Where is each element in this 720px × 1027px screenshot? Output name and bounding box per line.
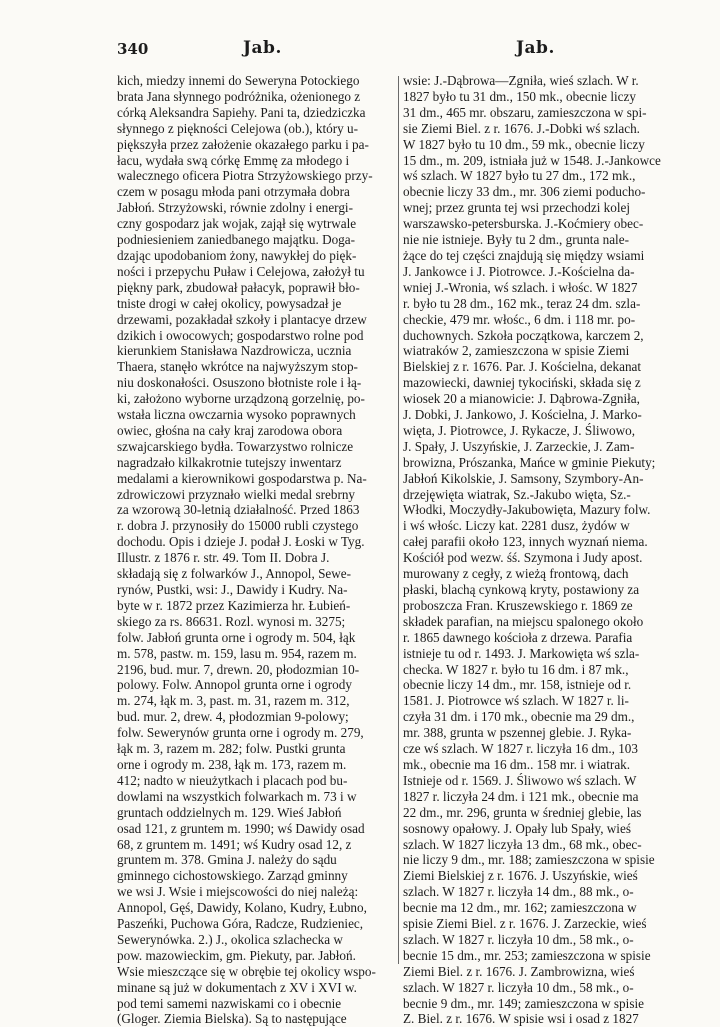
- text-line: więta, J. Piotrowce, J. Rykacze, J. Śliwowo,: [403, 422, 636, 438]
- text-line: 2196, bud. mur. 7, drewn. 20, płodozmian 10-: [117, 661, 360, 677]
- text-line: becnie ma 12 dm., mr. 162; zamieszczona w: [403, 900, 637, 916]
- text-line: murowany z cegły, z wieżą frontową, dach: [403, 566, 629, 582]
- text-line: wś szlach. W 1827 było tu 27 dm., 172 mk.,: [403, 168, 636, 184]
- text-line: minane są już w dokumentach z XV i XVI w.: [117, 979, 357, 995]
- text-line: sosnowy opałowy. J. Opały lub Spały, wieś: [403, 820, 631, 836]
- text-line: łacu, wydała swą córkę Emmę za młodego i: [117, 152, 350, 168]
- text-line: szlach. W 1827 liczyła 13 dm., 68 mk., obec-: [403, 836, 642, 852]
- text-line: r. dobra J. przynosiły do 15000 rubli czystego: [117, 518, 359, 534]
- text-line: W 1827 było tu 10 dm., 59 mk., obecnie liczy: [403, 136, 645, 152]
- text-line: proboszcza Fran. Kruszewskiego r. 1869 ze: [403, 597, 633, 613]
- text-line: podniesieniem zaniedbanego majątku. Doga-: [117, 232, 356, 248]
- text-line: i wś włośc. Liczy kat. 2281 dusz, żydów w: [403, 518, 630, 534]
- text-line: dzikich i owocowych; gospodarstwo rolne pod: [117, 327, 364, 343]
- text-line: obecnie liczy 33 dm., mr. 306 ziemi poducho-: [403, 184, 646, 200]
- column-divider: [398, 76, 399, 964]
- text-line: całej parafii około 123, innych wyznań niema.: [403, 534, 648, 550]
- text-line: Annopol, Gęś, Dawidy, Kolano, Kudry, Łubno,: [117, 900, 367, 916]
- text-line: folw. Sewerynów grunta orne i ogrody m. 279,: [117, 725, 364, 741]
- text-line: piększyła przez założenie okazałego parku i pa-: [117, 136, 369, 152]
- text-column-left: [117, 73, 394, 1027]
- text-line: dzając upodobaniom żony, nawykłej do pięk-: [117, 247, 357, 263]
- text-line: 1827 r. liczyła 24 dm. i 121 mk., obecnie ma: [403, 788, 639, 804]
- text-line: wiosek 20 a mianowicie: J. Dąbrowa-Zgniła,: [403, 391, 640, 407]
- text-line: osad 121, z gruntem m. 1990; wś Dawidy osad: [117, 820, 365, 836]
- text-line: wiatraków 2, zamieszczona w spisie Ziemi: [403, 343, 630, 359]
- text-line: gruntem m. 378. Gmina J. należy do sądu: [117, 852, 337, 868]
- text-line: wniej J.-Wronia, wś szlach. i włośc. W 1827: [403, 279, 638, 295]
- text-line: czyła 31 dm. i 170 mk., obecnie ma 29 dm.,: [403, 709, 635, 725]
- text-line: szlach. W 1827 r. liczyła 10 dm., 58 mk., o-: [403, 979, 634, 995]
- text-line: gminnego cichostowskiego. Zarząd gminny: [117, 868, 348, 884]
- text-line: pod temi samemi nazwiskami co i obecnie: [117, 995, 342, 1011]
- text-line: mk., obecnie ma 16 dm.. 158 mr. i wiatrak.: [403, 756, 631, 772]
- text-line: Jabłoń Kikolskie, J. Samsony, Szymbory-An-: [403, 470, 644, 486]
- text-line: 22 dm., mr. 296, grunta w średniej glebie, las: [403, 804, 642, 820]
- text-line: warszawsko-petersburska. J.-Koćmiery obec-: [403, 216, 644, 232]
- text-line: córką Aleksandra Sapiehy. Pani ta, dziedziczka: [117, 104, 366, 120]
- text-line: m. 578, pastw. m. 159, lasu m. 954, razem m.: [117, 645, 357, 661]
- text-line: rynów, Pustki, wsi: J., Dawidy i Kudry. Na-: [117, 582, 348, 597]
- text-line: żące do tej części znajdują się między wsiami: [403, 247, 645, 263]
- text-line: piękny park, zbudował pałacyk, poprawił bło-: [117, 279, 360, 295]
- text-line: szlach. W 1827 r. liczyła 10 dm., 58 mk., o-: [403, 931, 634, 947]
- text-line: J. Dobki, J. Jankowo, J. Kościelna, J. Marko-: [403, 407, 642, 423]
- text-line: Thaera, stanęło wkrótce na najwyższym stop-: [117, 359, 358, 375]
- text-line: drzejęwięta wiatrak, Sz.-Jakubo więta, Sz.-: [403, 486, 631, 502]
- text-line: płaski, blachą cynkową kryty, postawiony za: [403, 582, 640, 597]
- text-line: gruntach oddzielnych m. 129. Wieś Jabłoń: [117, 804, 342, 820]
- text-line: (Gloger. Ziemia Bielska). Są to następujące: [117, 1011, 347, 1027]
- text-line: becnie 15 dm., mr. 253; zamieszczona w spisie: [403, 947, 651, 963]
- text-line: spisie Ziemi Biel. z r. 1676. J. Zarzeckie, wieś: [403, 916, 647, 932]
- text-line: we wsi J. Wsie i miejscowości do niej należą:: [117, 884, 359, 900]
- text-line: Paszeńki, Puchowa Góra, Radcze, Rudzieniec,: [117, 916, 364, 932]
- text-line: skiego za rs. 86631. Rozl. wynosi m. 3275;: [117, 613, 346, 629]
- text-line: kierunkiem Stanisława Nazdrowicza, ucznia: [117, 343, 352, 359]
- text-line: 15 dm., m. 209, istniała już w 1548. J.-Jankowce: [403, 152, 661, 168]
- text-line: nagradzało kilkakrotnie tutejszy inwentarz: [117, 454, 342, 470]
- text-line: łąk m. 3, razem m. 282; folw. Pustki grunta: [117, 741, 346, 757]
- text-line: czny gospodarz jak wojak, zajął się wytrwale: [117, 216, 357, 232]
- text-line: kich, miedzy innemi do Seweryna Potockiego: [117, 73, 360, 88]
- text-line: wsie: J.-Dąbrowa—Zgniła, wieś szlach. W r.: [403, 73, 639, 88]
- text-line: tniste drogi w całej okolicy, powysadzał je: [117, 295, 342, 311]
- text-line: niu doskonałości. Osuszono błotniste role i łą-: [117, 375, 362, 391]
- text-line: ki, założono wyborne urządzoną gorzelnię, po-: [117, 391, 365, 407]
- text-line: Włodki, Moczydły-Jakubowięta, Mazury folw.: [403, 502, 651, 518]
- text-line: Bielskiej z r. 1676. Par. J. Kościelna, dekanat: [403, 359, 642, 375]
- text-line: Ziemi Bielskiej z r. 1676. J. Uszyńskie, wieś: [403, 868, 638, 884]
- text-line: browizna, Prószanka, Mańce w gminie Piekuty;: [403, 454, 656, 470]
- text-line: Illustr. z 1876 r. str. 49. Tom II. Dobra J.: [117, 550, 330, 566]
- running-head-right: Jab.: [516, 38, 555, 58]
- text-line: checka. W 1827 r. było tu 16 dm. i 87 mk.,: [403, 661, 629, 677]
- text-line: szlach. W 1827 r. liczyła 14 dm., 88 mk., o-: [403, 884, 634, 900]
- text-line: mr. 388, grunta w pszennej glebie. J. Ryka-: [403, 725, 632, 741]
- text-line: nie liczy 9 dm., mr. 188; zamieszczona w spisie: [403, 852, 655, 868]
- text-line: 68, z gruntem m. 1491; wś Kudry osad 12, z: [117, 836, 352, 852]
- text-line: obecnie liczy 14 dm., mr. 158, istnieje od r.: [403, 677, 632, 693]
- text-line: cze wś szlach. W 1827 r. liczyła 16 dm., 103: [403, 741, 638, 757]
- text-line: Z. Biel. z r. 1676. W spisie wsi i osad z 1827: [403, 1011, 639, 1027]
- text-line: Wsie mieszczące się w obrębie tej okolicy wspo-: [117, 963, 376, 979]
- text-line: Sewerynówka. 2.) J., okolica szlachecka w: [117, 931, 343, 947]
- text-line: bud. mur. 2, drew. 4, płodozmian 9-polowy;: [117, 709, 349, 725]
- text-line: folw. Jabłoń grunta orne i ogrody m. 504, łąk: [117, 629, 356, 645]
- text-line: czem w posagu młoda pani otrzymała dobra: [117, 184, 350, 200]
- text-line: J. Jankowce i J. Piotrowce. J.-Kościelna da-: [403, 263, 635, 279]
- text-line: szwajcarskiego bydła. Towarzystwo rolnicze: [117, 438, 354, 454]
- text-line: medalami a kierownikowi gospodarstwa p. Na-: [117, 470, 367, 486]
- text-line: r. 1865 dawnego kościoła z drzewa. Parafia: [403, 629, 633, 645]
- text-line: pow. mazowieckim, gm. Piekuty, par. Jabłoń.: [117, 947, 356, 963]
- text-line: nie nie istnieje. Były tu 2 dm., grunta nale-: [403, 232, 629, 248]
- text-line: 31 dm., 465 mr. obszaru, zamieszczona w spi-: [403, 104, 647, 120]
- text-line: mazowiecki, dawniej tykociński, składa się z: [403, 375, 641, 391]
- text-line: za wzorową 30-letnią działalność. Przed 1863: [117, 502, 360, 518]
- text-line: 1827 było tu 31 dm., 150 mk., obecnie liczy: [403, 88, 636, 104]
- text-line: byte w r. 1872 przez Kazimierza hr. Łubień-: [117, 597, 351, 613]
- text-line: owiec, głośna na cały kraj zarodowa obora: [117, 422, 343, 438]
- text-line: składek parafian, na miejscu spalonego około: [403, 613, 644, 629]
- text-line: becnie 9 dm., mr. 149; zamieszczona w spisie: [403, 995, 644, 1011]
- text-line: checkie, 479 mr. włośc., 6 dm. i 118 mr. po-: [403, 311, 636, 327]
- text-line: Jabłoń. Strzyżowski, równie zdolny i energi-: [117, 200, 353, 216]
- running-head-left: Jab.: [243, 38, 282, 58]
- text-line: m. 274, łąk m. 3, past. m. 31, razem m. 312,: [117, 693, 350, 709]
- text-line: r. było tu 28 dm., 162 mk., teraz 24 dm. szla-: [403, 295, 641, 311]
- text-line: 1581. J. Piotrowce wś szlach. W 1827 r. li-: [403, 693, 629, 709]
- text-line: 412; nadto w nieużytkach i placach pod bu-: [117, 772, 348, 788]
- text-line: ności i przepychu Puław i Celejowa, założył tu: [117, 263, 365, 279]
- text-line: istnieje tu od r. 1493. J. Markowięta wś szla-: [403, 645, 640, 661]
- text-line: polowy. Folw. Annopol grunta orne i ogrody: [117, 677, 352, 693]
- text-line: sie Ziemi Biel. z r. 1676. J.-Dobki wś szlach.: [403, 120, 640, 136]
- text-line: składają się z folwarków J., Annopol, Sewe-: [117, 566, 352, 582]
- text-line: brata Jana słynnego podróżnika, ożenionego z: [117, 88, 361, 104]
- text-line: J. Spały, J. Uszyńskie, J. Zarzeckie, J. Zam-: [403, 438, 635, 454]
- text-line: Ziemi Biel. z r. 1676. J. Zambrowizna, wieś: [403, 963, 635, 979]
- text-line: Kościół pod wezw. śś. Szymona i Judy apost.: [403, 550, 643, 566]
- text-line: duchownych. Szkoła początkowa, karczem 2,: [403, 327, 644, 343]
- text-line: dowlami na wszystkich folwarkach m. 73 i w: [117, 788, 357, 804]
- text-line: orne i ogrody m. 238, łąk m. 173, razem m.: [117, 756, 347, 772]
- text-line: Istnieje od r. 1569. J. Śliwowo wś szlach. W: [403, 772, 637, 788]
- text-line: słynnego z piękności Celejowa (ob.), który u-: [117, 120, 358, 136]
- text-line: zdrowiczowi przyznało wielki medal srebrny: [117, 486, 356, 502]
- text-line: walecznego oficera Piotra Strzyżowskiego przy-: [117, 168, 373, 184]
- text-line: wnej; przez grunta tej wsi przechodzi kolej: [403, 200, 631, 216]
- text-line: wstała liczna owczarnia wysoko poprawnych: [117, 407, 356, 423]
- text-line: drzewami, pozakładał szkoły i plantacye drzew: [117, 311, 367, 327]
- text-column-right: [403, 73, 682, 1027]
- page-number: 340: [117, 40, 149, 58]
- text-line: dochodu. Opis i dzieje J. podał J. Łoski w Tyg.: [117, 534, 365, 550]
